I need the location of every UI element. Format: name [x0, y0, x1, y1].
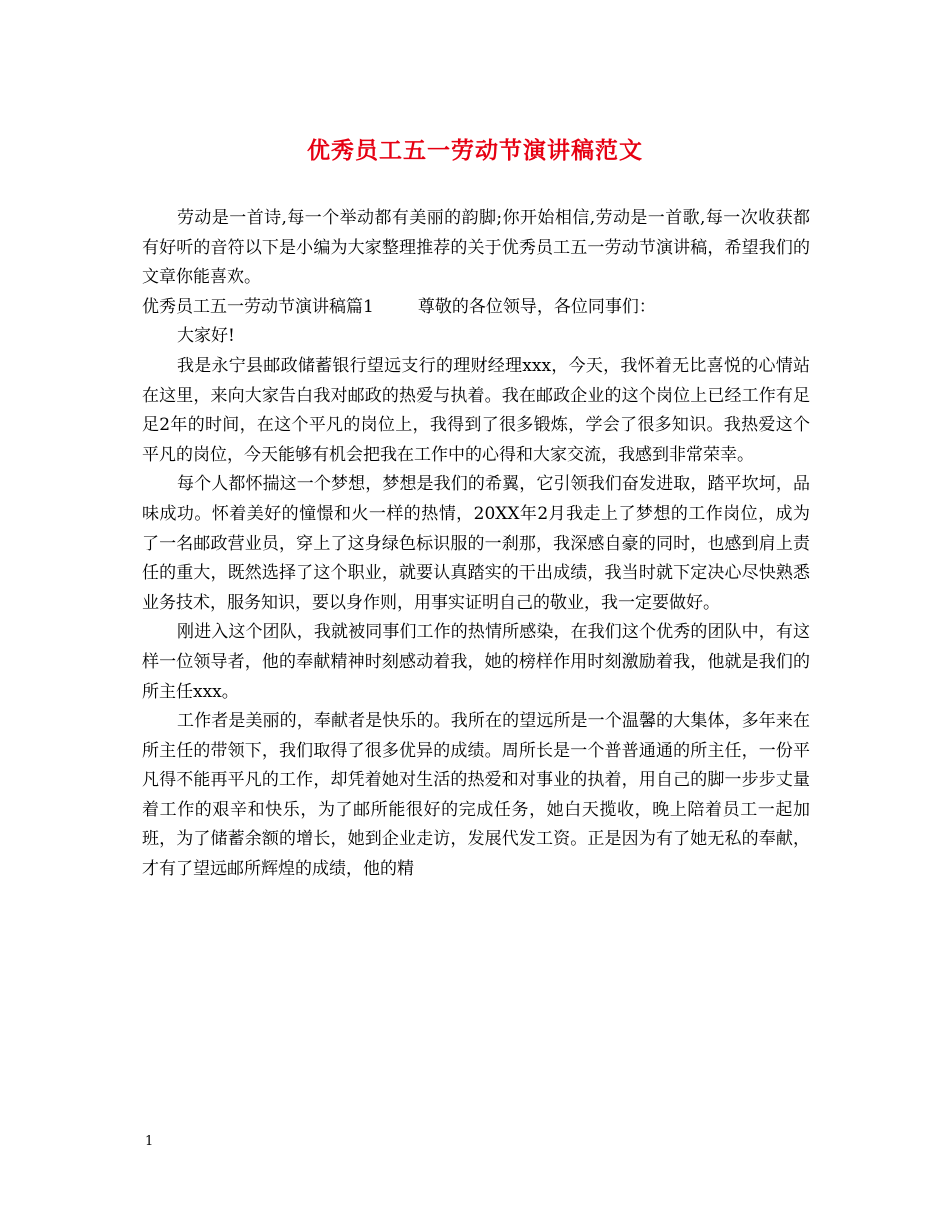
body-paragraph-2: 每个人都怀揣这一个梦想，梦想是我们的希翼，它引领我们奋发进取，踏平坎坷，品味成功。怀着美好的憧憬和火一样的热情，20XX年2月我走上了梦想的工作岗位，成为了一名邮政营业员，穿上了这身绿色标识服的一刹那，我深感自豪的同时，也感到肩上责任的重大，既然选择了这个职业，就要认真踏实的干出成绩，我当时就下定决心尽快熟悉业务技术，服务知识，要以身作则，用事实证明自己的敬业，我一定要做好。 [142, 474, 810, 613]
greeting-paragraph: 大家好! [177, 326, 235, 347]
body-paragraph-4: 工作者是美丽的，奉献者是快乐的。我所在的望远所是一个温馨的大集体，多年来在所主任的带领下，我们取得了很多优异的成绩。周所长是一个普普通通的所主任，一份平凡得不能再平凡的工作，却凭着她对生活的热爱和对事业的执着，用自己的脚一步步丈量着工作的艰辛和快乐，为了邮所能很好的完成任务，她白天揽收，晚上陪着员工一起加班，为了储蓄余额的增长，她到企业走访，发展代发工资。正是因为有了她无私的奉献，才有了望远邮所辉煌的成绩，他的精 [142, 711, 810, 880]
document-title: 优秀员工五一劳动节演讲稿范文 [307, 137, 643, 164]
body-paragraph-1: 我是永宁县邮政储蓄银行望远支行的理财经理xxx，今天，我怀着无比喜悦的心情站在这里，来向大家告白我对邮政的热爱与执着。我在邮政企业的这个岗位上已经工作有足足2年的时间，在这个平凡的岗位上，我得到了很多锻炼，学会了很多知识。我热爱这个平凡的岗位，今天能够有机会把我在工作中的心得和大家交流，我感到非常荣幸。 [142, 355, 810, 465]
salutation: 尊敬的各位领导，各位同事们： [417, 296, 656, 317]
body-paragraph-3: 刚进入这个团队，我就被同事们工作的热情所感染，在我们这个优秀的团队中，有这样一位领导者，他的奉献精神时刻感动着我，她的榜样作用时刻激励着我，他就是我们的所主任xxx。 [142, 622, 810, 702]
subheading [142, 293, 810, 323]
subheading-title: 优秀员工五一劳动节演讲稿篇1 [142, 296, 374, 317]
intro-paragraph: 劳动是一首诗,每一个举动都有美丽的韵脚;你开始相信,劳动是一首歌,每一次收获都有好听的音符以下是小编为大家整理推荐的关于优秀员工五一劳动节演讲稿，希望我们的文章你能喜欢。 [142, 208, 810, 288]
document-body [142, 204, 810, 885]
page-number: 1 [145, 1134, 154, 1149]
